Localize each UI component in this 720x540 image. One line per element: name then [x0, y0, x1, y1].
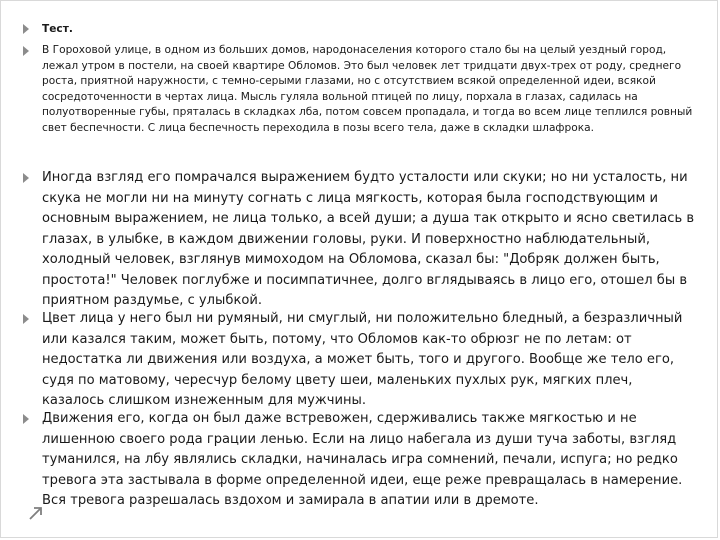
- triangle-bullet-icon: [23, 46, 29, 56]
- bullet-text: Тест.: [42, 23, 73, 35]
- bullet-item-paragraph-3: [23, 309, 695, 412]
- bullet-item-paragraph-1: [23, 43, 695, 137]
- bullet-text: Движения его, когда он был даже встревожен, сдерживались также мягкостью и не лишенною своего рода грации ленью. Если на лицо набегала из души туча заботы, взгляд туманился, на лбу являлись складки, начиналась игра сомнений, печали, испуга; но редко тревога эта застывала в форме определенной идеи, еще реже превращалась в намерение. Вся тревога разрешалась вздохом и замирала в апатии или в дремоте.: [42, 411, 683, 508]
- triangle-bullet-icon: [23, 314, 29, 324]
- diagonal-arrow-icon[interactable]: [28, 505, 44, 521]
- bullet-item-title: [23, 22, 695, 38]
- triangle-bullet-icon: [23, 173, 29, 183]
- bullet-text: Цвет лица у него был ни румяный, ни смуглый, ни положительно бледный, а безразличный или казался таким, может быть, потому, что Обломов как-то обрюзг не по летам: от недостатка ли движения или воздуха, а может быть, того и другого. Вообще же тело его, судя по матовому, чересчур белому цвету шеи, маленьких пухлых рук, мягких плеч, казалось слишком изнеженным для мужчины.: [42, 311, 683, 408]
- triangle-bullet-icon: [23, 414, 29, 424]
- bullet-item-paragraph-2: [23, 168, 695, 312]
- bullet-text: Иногда взгляд его помрачался выражением будто усталости или скуки; но ни усталость, ни скука не могли ни на минуту согнать с лица мягкость, которая была господствующим и основным выражением, не лица только, а всей души; а душа так открыто и ясно светилась в глазах, в улыбке, в каждом движении головы, руки. И поверхностно наблюдательный, холодный человек, взглянув мимоходом на Обломова, сказал бы: "Добряк должен быть, простота!" Человек поглубже и посимпатичнее, долго вглядываясь в лицо его, отошел бы в приятном раздумье, с улыбкой.: [42, 170, 695, 308]
- bullet-text: В Гороховой улице, в одном из больших домов, народонаселения которого стало бы на целый уездный город, лежал утром в постели, на своей квартире Обломов. Это был человек лет тридцати двух-трех от роду, среднего роста, приятной наружности, с темно-серыми глазами, но с отсутствием всякой определенной идеи, всякой сосредоточенности в чертах лица. Мысль гуляла вольной птицей по лицу, порхала в глазах, садилась на полуотворенные губы, пряталась в складках лба, потом совсем пропадала, и тогда во всем лице теплился ровный свет беспечности. С лица беспечность переходила в позы всего тела, даже в складки шлафрока.: [42, 44, 693, 134]
- bullet-item-paragraph-4: [23, 409, 695, 512]
- triangle-bullet-icon: [23, 24, 29, 34]
